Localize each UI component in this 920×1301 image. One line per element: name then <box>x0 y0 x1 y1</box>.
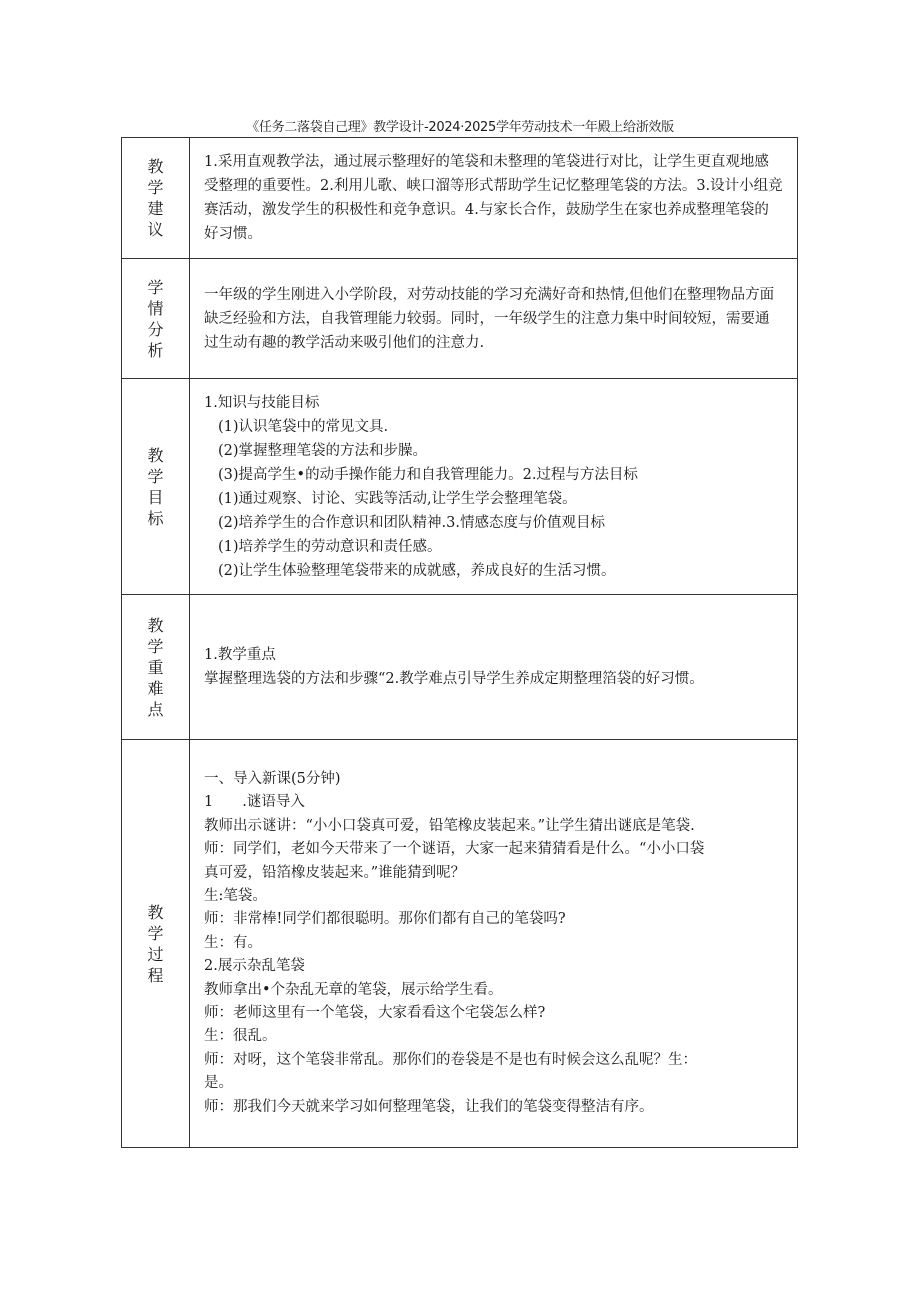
process-line: 师：同学们，老如今天带来了一个谜语，大家一起来猜猜看是什么。“小小口袋 <box>204 841 705 858</box>
label-char: 点 <box>147 699 164 719</box>
row-content <box>190 595 798 740</box>
label-char: 目 <box>147 487 164 507</box>
process-line: 生：有。 <box>204 934 262 951</box>
objective-line: (3)提高学生•的动手操作能力和自我管理能力。2.过程与方法目标 <box>218 466 638 483</box>
label-char: 教 <box>147 615 164 635</box>
process-line: 教师拿出•个杂乱无章的笔袋，展示给学生看。 <box>204 981 503 998</box>
process-line: 师：那我们今天就来学习如何整理笔袋，让我们的笔袋变得整洁有序。 <box>204 1098 654 1115</box>
row-content <box>190 138 798 259</box>
process-line: 是。 <box>204 1075 233 1092</box>
row-teaching-objectives <box>122 379 798 595</box>
label-char: 重 <box>147 657 164 677</box>
label-char: 学 <box>147 923 164 943</box>
suggestions-paragraph: 1.采用直观教学法，通过展示整理好的笔袋和未整理的笔袋进行对比，让学生更直观地感受整理的重要性。2.利用儿歌、峡口溜等形式帮助学生记忆整理笔袋的方法。3.设计小组竞赛活动，激发学生的积极性和竞争意识。4.与家长合作，鼓励学生在家也养成整理笔袋的好习惯。 <box>204 154 783 242</box>
objective-line: 1.知识与技能目标 <box>204 394 320 411</box>
label-char: 标 <box>147 508 164 528</box>
row-label <box>122 138 190 259</box>
row-content <box>190 740 798 1148</box>
label-char: 学 <box>147 277 164 297</box>
row-student-analysis <box>122 259 798 379</box>
objective-line: (2)培养学生的合作意识和团队精神.3.情感态度与价值观目标 <box>218 514 605 531</box>
objective-line: (2)让学生体验整理笔袋带来的成就感，养成良好的生活习惯。 <box>218 562 616 579</box>
label-char: 建 <box>147 199 164 218</box>
label-char: 教 <box>147 445 164 465</box>
objective-line: (2)掌握整理笔袋的方法和步臊。 <box>218 442 428 459</box>
label-char: 教 <box>147 902 164 922</box>
label-char: 难 <box>147 678 164 698</box>
row-content <box>190 259 798 379</box>
row-key-difficult-points <box>122 595 798 740</box>
analysis-paragraph: 一年级的学生刚进入小学阶段，对劳动技能的学习充满好奇和热情,但他们在整理物品方面缺乏经验和方法，自我管理能力较弱。同时，一年级学生的注意力集中时间较短，需要通过生动有趣的教学活动来吸引他们的注意力. <box>204 286 775 351</box>
process-line: 生:笔袋。 <box>204 887 267 904</box>
row-content <box>190 379 798 595</box>
process-line: 师：非常棒!同学们都很聪明。那你们都有自己的笔袋吗? <box>204 911 566 928</box>
label-char: 教 <box>147 157 164 176</box>
process-line: 真可爱，铅箔橡皮装起来。”谁能猜到呢？ <box>204 864 466 881</box>
row-label <box>122 379 190 595</box>
key-points-paragraph: 掌握整理选袋的方法和步骤“2.教学难点引导学生养成定期整理箔袋的好习惯。 <box>204 671 704 687</box>
process-line: 生：很乱。 <box>204 1028 277 1045</box>
objective-line: (1)认识笔袋中的常见文具. <box>218 418 389 435</box>
label-char: 学 <box>147 466 164 486</box>
key-points-heading: 1.教学重点 <box>204 647 276 663</box>
document-title: 《任务二落袋自己理》教学设计-2024·2025学年劳动技术一年殿上给浙效版 <box>246 120 674 135</box>
label-char: 过 <box>147 944 164 964</box>
label-char: 议 <box>147 220 164 239</box>
lesson-plan-table <box>121 137 798 1148</box>
process-line: 2.展示杂乱笔袋 <box>204 958 305 975</box>
objective-line: (1)培养学生的劳动意识和责任感。 <box>218 538 442 555</box>
label-char: 情 <box>147 298 164 318</box>
label-char: 分 <box>147 319 164 339</box>
process-line: 1 .谜语导入 <box>204 794 305 811</box>
label-char: 学 <box>147 636 164 656</box>
row-teaching-process <box>122 740 798 1148</box>
objective-line: (1)通过观察、讨论、实践等活动,让学生学会整理笔袋。 <box>218 490 577 507</box>
process-line: 师：老师这里有一个笔袋，大家看看这个宅袋怎么样? <box>204 1005 546 1022</box>
row-label <box>122 740 190 1148</box>
process-line: 一、导入新课(5分钟) <box>204 770 341 787</box>
process-line: 师：对呀，这个笔袋非常乱。那你们的卷袋是不是也有时候会这么乱呢？生： <box>204 1051 697 1068</box>
label-char: 程 <box>147 965 164 985</box>
row-label <box>122 259 190 379</box>
row-label <box>122 595 190 740</box>
label-char: 学 <box>147 178 164 197</box>
row-teaching-suggestions <box>122 138 798 259</box>
label-char: 析 <box>147 340 164 360</box>
process-line: 教师出示谜讲：“小小口袋真可爱，铅笔橡皮装起来。”让学生猜出谜底是笔袋. <box>204 817 695 834</box>
